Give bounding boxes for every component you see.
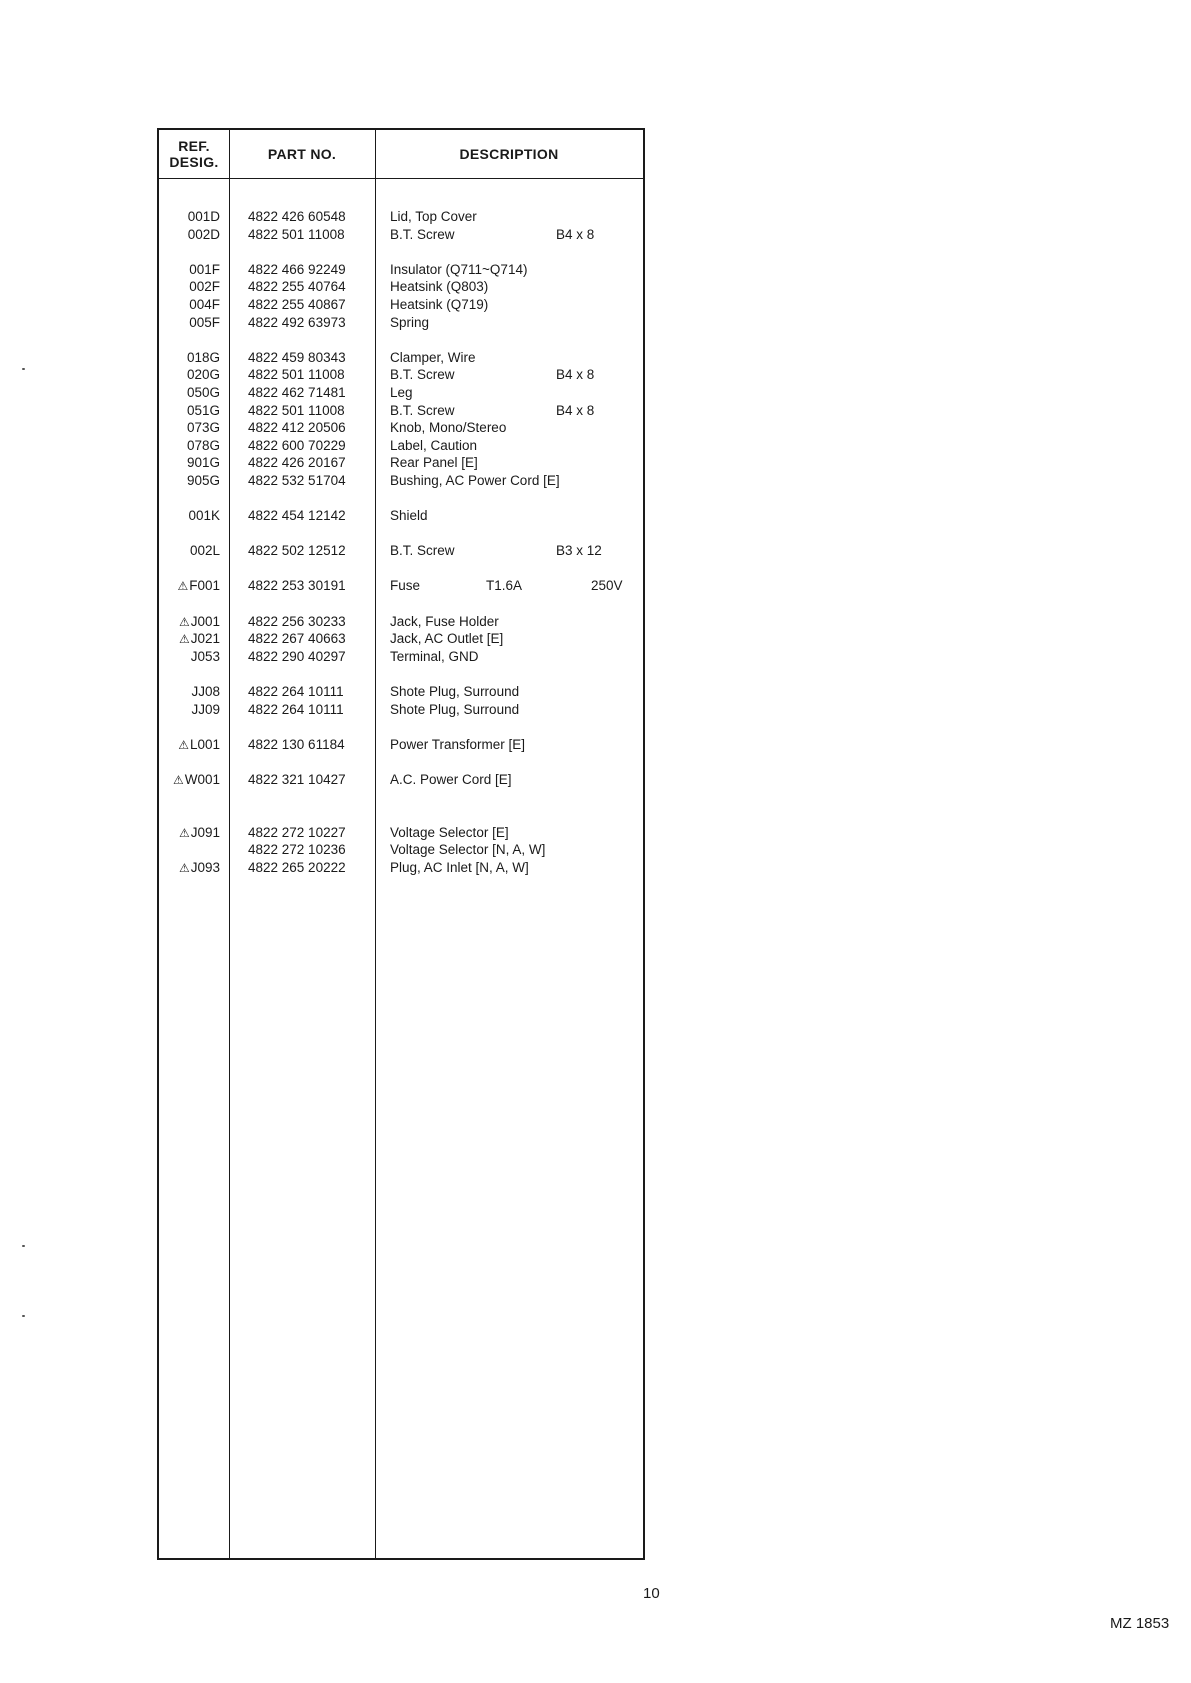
ref-desig-code: J001 (190, 613, 220, 629)
ref-desig-code: F001 (189, 578, 220, 594)
table-body (159, 208, 643, 876)
description: Shield (390, 508, 428, 524)
warning-icon: ⚠ (172, 773, 184, 787)
description: Voltage Selector [E] (390, 824, 509, 840)
part-number: 4822 466 92249 (248, 261, 346, 277)
table-row (159, 683, 643, 701)
ref-desig-code: L001 (189, 736, 220, 752)
table-row (159, 542, 643, 560)
table-row (159, 208, 643, 226)
table-row (159, 613, 643, 631)
ref-desig: J053 (190, 648, 220, 664)
header-ref-line2: DESIG. (169, 154, 219, 170)
part-number: 4822 454 12142 (248, 508, 346, 524)
header-description: DESCRIPTION (459, 146, 559, 162)
table-row (159, 296, 643, 314)
table-row (159, 648, 643, 666)
ref-desig: 001D (187, 209, 220, 224)
table-row (159, 314, 643, 332)
description: B.T. Screw (390, 367, 455, 383)
description: Plug, AC Inlet [N, A, W] (390, 859, 529, 875)
table-row (159, 859, 643, 877)
description: Fuse (390, 578, 421, 594)
ref-desig: 018G (186, 349, 220, 365)
voltage-spec: 250V (591, 578, 623, 594)
size-spec: B3 x 12 (556, 543, 602, 559)
header-ref-desig (159, 130, 229, 178)
ref-desig-code: J093 (190, 859, 220, 875)
description: Voltage Selector [N, A, W] (390, 842, 546, 858)
description: B.T. Screw (390, 543, 455, 559)
size-spec: B4 x 8 (556, 367, 595, 383)
description: B.T. Screw (390, 226, 455, 242)
part-number: 4822 253 30191 (248, 578, 346, 594)
part-number: 4822 265 20222 (248, 859, 346, 875)
table-row (159, 226, 643, 244)
part-number: 4822 130 61184 (248, 736, 345, 752)
description: Shote Plug, Surround (390, 701, 520, 717)
table-row (159, 366, 643, 384)
ref-desig: 051G (186, 402, 220, 418)
part-number: 4822 272 10227 (248, 824, 346, 840)
ref-desig: 901G (186, 455, 220, 471)
part-number: 4822 492 63973 (248, 314, 346, 330)
part-number: 4822 272 10236 (248, 842, 346, 858)
part-number: 4822 321 10427 (248, 772, 346, 787)
part-number: 4822 532 51704 (248, 472, 346, 488)
scan-speck (22, 1245, 25, 1247)
table-row (159, 384, 643, 402)
description: Bushing, AC Power Cord [E] (390, 472, 560, 488)
ref-desig (159, 613, 220, 632)
part-number: 4822 462 71481 (248, 384, 346, 400)
page-number: 10 (643, 1585, 660, 1602)
table-row (159, 824, 643, 842)
header-ref-line1: REF. (178, 138, 210, 154)
description: Heatsink (Q719) (390, 296, 489, 312)
warning-icon: ⚠ (178, 825, 190, 840)
part-number: 4822 412 20506 (248, 420, 346, 436)
table-row (159, 437, 643, 455)
description: Lid, Top Cover (390, 209, 477, 224)
ref-desig: 078G (186, 437, 220, 453)
ref-desig: 073G (186, 420, 220, 436)
table-row (159, 402, 643, 420)
table-row (159, 841, 643, 859)
description: Clamper, Wire (390, 349, 476, 365)
ref-desig (159, 824, 220, 843)
ref-desig: JJ08 (191, 684, 220, 700)
header-part-no: PART NO. (267, 146, 337, 162)
part-number: 4822 256 30233 (248, 613, 346, 629)
description: A.C. Power Cord [E] (390, 772, 512, 787)
description: Shote Plug, Surround (390, 684, 520, 700)
part-number: 4822 501 11008 (248, 226, 345, 242)
table-row (159, 736, 643, 754)
description: Power Transformer [E] (390, 736, 526, 752)
part-number: 4822 255 40764 (248, 279, 346, 295)
ref-desig: 001F (189, 261, 220, 277)
part-number: 4822 426 60548 (248, 209, 346, 224)
ref-desig: 050G (186, 384, 220, 400)
table-row (159, 278, 643, 296)
description: Jack, Fuse Holder (390, 613, 499, 629)
table-row (159, 701, 643, 719)
part-number: 4822 255 40867 (248, 296, 346, 312)
ref-desig: 005F (189, 314, 220, 330)
size-spec: B4 x 8 (556, 226, 595, 242)
scan-speck (22, 1315, 25, 1317)
warning-icon: ⚠ (178, 860, 190, 875)
ref-desig: 002D (187, 226, 220, 242)
scan-speck (22, 368, 25, 370)
part-number: 4822 264 10111 (248, 701, 344, 717)
table-row (159, 261, 643, 279)
table-row (159, 419, 643, 437)
part-number: 4822 501 11008 (248, 402, 345, 418)
ref-desig-code: W001 (184, 772, 220, 787)
description: Terminal, GND (390, 648, 479, 664)
warning-icon: ⚠ (178, 737, 189, 752)
warning-icon: ⚠ (178, 614, 190, 629)
ref-desig-code: J021 (190, 631, 220, 647)
description: Insulator (Q711~Q714) (390, 261, 528, 277)
part-number: 4822 267 40663 (248, 631, 346, 647)
ref-desig (159, 630, 220, 649)
ref-desig (159, 577, 220, 596)
ref-desig: 905G (186, 472, 220, 488)
warning-icon: ⚠ (177, 579, 189, 594)
description: B.T. Screw (390, 402, 455, 418)
ref-desig: 002F (189, 279, 220, 295)
description: Rear Panel [E] (390, 455, 478, 471)
part-number: 4822 459 80343 (248, 349, 346, 365)
ref-desig: 002L (189, 543, 220, 559)
description: Heatsink (Q803) (390, 279, 489, 295)
ref-desig: 004F (189, 296, 220, 312)
warning-icon: ⚠ (178, 632, 190, 647)
ref-desig (159, 736, 220, 755)
size-spec: B4 x 8 (556, 402, 595, 418)
part-number: 4822 290 40297 (248, 648, 346, 664)
table-row (159, 349, 643, 367)
table-row (159, 577, 643, 595)
parts-list-table (157, 128, 645, 1560)
description: Knob, Mono/Stereo (390, 420, 507, 436)
ref-desig: 001K (188, 508, 220, 524)
table-row (159, 507, 643, 525)
table-row (159, 771, 643, 789)
header-divider (159, 178, 643, 179)
table-row (159, 454, 643, 472)
description: Label, Caution (390, 437, 478, 453)
ref-desig (159, 771, 220, 790)
description: Jack, AC Outlet [E] (390, 631, 504, 647)
ref-desig: JJ09 (191, 701, 220, 717)
description: Leg (390, 384, 413, 400)
part-number: 4822 264 10111 (248, 684, 344, 700)
ref-desig: 020G (186, 367, 220, 383)
table-row (159, 472, 643, 490)
part-number: 4822 501 11008 (248, 367, 345, 383)
ref-desig (159, 859, 220, 878)
part-number: 4822 502 12512 (248, 543, 346, 559)
description: Spring (390, 314, 430, 330)
rating-spec: T1.6A (486, 578, 523, 594)
document-reference: MZ 1853 (1110, 1615, 1170, 1632)
part-number: 4822 600 70229 (248, 437, 346, 453)
part-number: 4822 426 20167 (248, 455, 346, 471)
ref-desig-code: J091 (190, 824, 220, 840)
table-row (159, 630, 643, 648)
